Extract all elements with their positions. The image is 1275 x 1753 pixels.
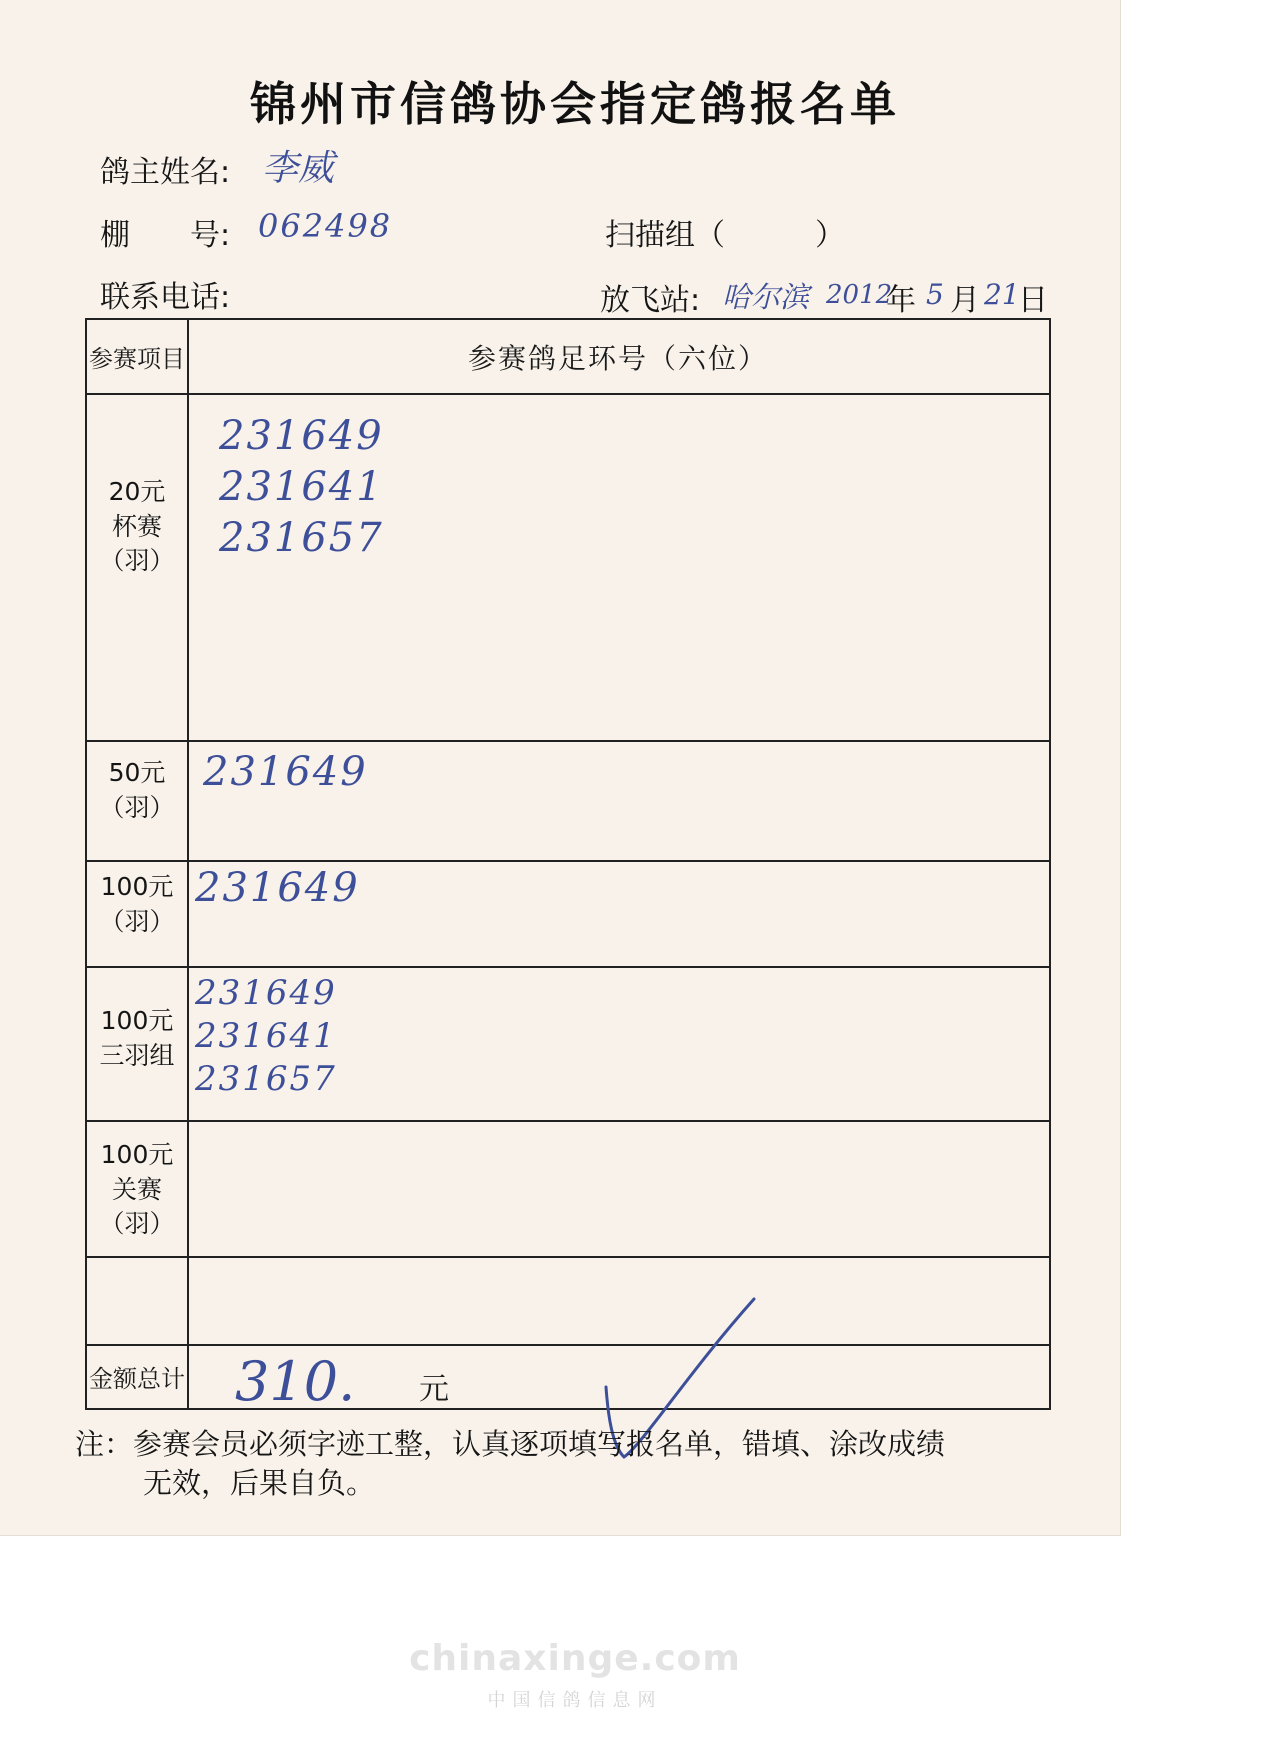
ring-number-entry: 231649 [195,973,337,1013]
ring-numbers-100-yuan [195,865,360,911]
category-line: （羽） [99,546,175,575]
entry-table [85,318,1051,1413]
category-line: （羽） [99,906,175,936]
category-three-bird-group [87,1004,187,1073]
total-amount-label: 金额总计 [89,1364,185,1393]
form-title: 锦州市信鸽协会指定鸽报名单 [250,77,900,131]
category-line: 100元 [100,872,174,901]
month-unit-label: 月 [950,283,980,318]
day-unit-label: 日 [1018,283,1048,318]
total-amount-unit: 元 [419,1372,449,1407]
ring-numbers-three-bird-group [195,973,337,1099]
watermark-subtext: 中国信鸽信息网 [487,1690,663,1711]
row-divider [87,1344,1049,1346]
category-line: 50元 [108,758,166,787]
watermark-text: chinaxinge.com [409,1638,741,1679]
owner-name-value: 李威 [262,148,335,189]
category-cup-race [87,475,187,579]
form-note [75,1425,945,1503]
phone-label: 联系电话: [100,280,231,315]
ring-number-entry: 231649 [195,865,360,911]
category-line: （羽） [99,792,175,822]
ring-number-entry: 231641 [219,464,384,510]
ring-numbers-cup-race [219,413,384,561]
total-amount-value: 310. [235,1350,356,1413]
category-line: 100元 [100,1140,174,1169]
ring-number-entry: 231657 [219,515,384,561]
note-line: 无效，后果自负。 [143,1466,376,1501]
row-divider [87,1120,1049,1122]
category-50-yuan [87,756,187,825]
loft-number-value: 062498 [258,207,393,245]
category-line: 关赛 [111,1174,162,1204]
ring-numbers-50-yuan [203,749,368,795]
header-divider [87,393,1049,395]
release-year-value: 2012 [826,280,893,310]
category-line: 20元 [108,477,166,506]
row-divider [87,1256,1049,1258]
category-line: 三羽组 [99,1040,175,1070]
release-month-value: 5 [926,278,944,311]
ring-number-entry: 231649 [219,413,384,459]
ring-number-entry: 231649 [203,749,368,795]
owner-name-label: 鸽主姓名: [100,155,231,190]
loft-number-label: 棚 号: [100,218,231,253]
row-divider [87,966,1049,968]
note-line: 注：参赛会员必须字迹工整，认真逐项填写报名单，错填、涂改成绩 [75,1427,946,1461]
row-divider [87,860,1049,862]
scan-group-label: 扫描组（ ） [605,218,845,253]
category-100-yuan [87,870,187,939]
category-line: （羽） [99,1209,175,1238]
release-station-label: 放飞站: [600,283,701,318]
ring-number-entry: 231657 [195,1059,337,1099]
release-station-value: 哈尔滨 [722,280,810,314]
row-divider [87,740,1049,742]
category-final-race [87,1138,187,1242]
release-day-value: 21 [984,278,1020,311]
year-unit-label: 年 [886,283,916,318]
column-header-event: 参赛项目 [89,345,185,373]
category-line: 100元 [100,1006,174,1035]
column-divider [187,320,189,1408]
ring-number-entry: 231641 [195,1016,337,1056]
column-header-ring-numbers: 参赛鸽足环号（六位） [467,341,768,375]
category-line: 杯赛 [111,511,162,541]
